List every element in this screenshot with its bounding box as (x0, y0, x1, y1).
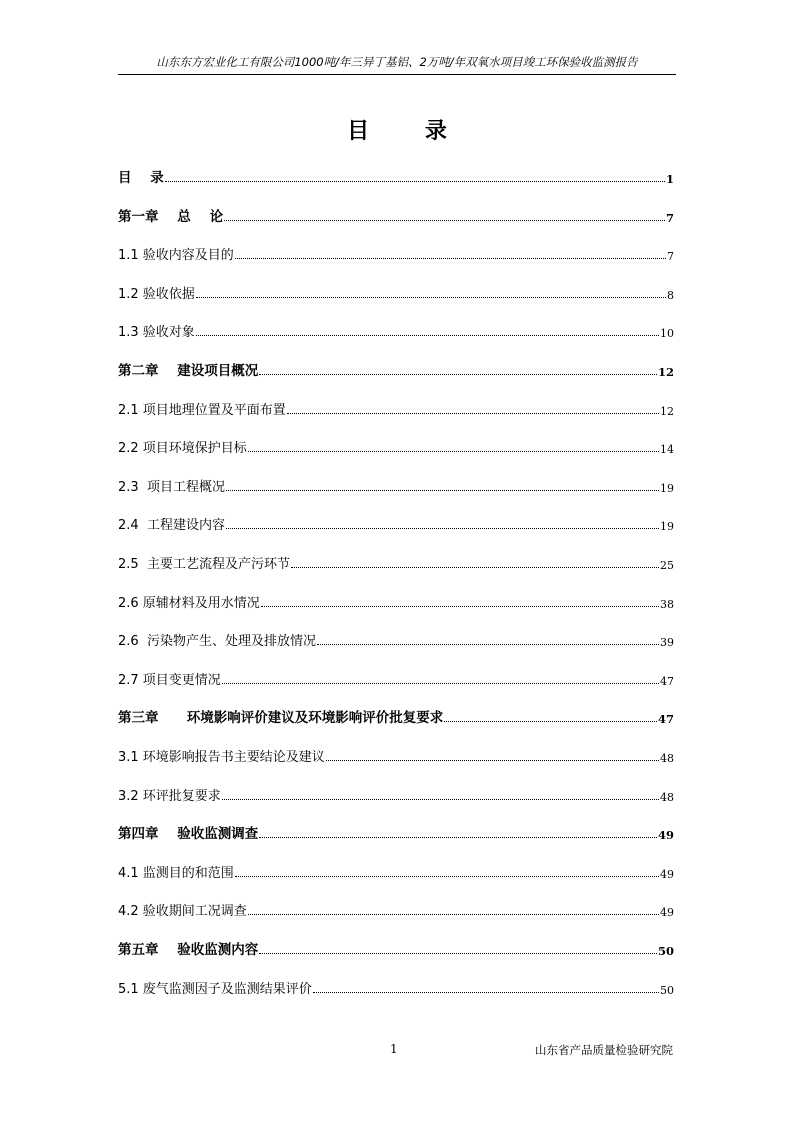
toc-entry-label: 第二章 建设项目概况 (118, 363, 259, 379)
toc-section-entry[interactable] (118, 469, 674, 495)
toc-chapter-entry[interactable] (118, 932, 674, 958)
dot-leader (226, 490, 659, 491)
toc-entry-label: 2.7 项目变更情况 (118, 672, 221, 688)
toc-entry-page: 12 (657, 365, 674, 379)
toc-section-entry[interactable] (118, 237, 674, 263)
toc-entry-page: 7 (667, 250, 674, 264)
dot-leader (259, 953, 657, 954)
dot-leader (235, 258, 666, 259)
toc-entry-label: 4.2 验收期间工况调查 (118, 904, 247, 920)
toc-entry-label: 第四章 验收监测调查 (118, 826, 259, 843)
toc-section-entry[interactable] (118, 662, 674, 688)
toc-entry-page: 7 (665, 210, 674, 225)
toc-section-entry[interactable] (118, 855, 674, 881)
dot-leader (222, 683, 659, 684)
dot-leader (313, 992, 659, 993)
toc-entry-label: 4.1 监测目的和范围 (118, 865, 234, 881)
toc-section-entry[interactable] (118, 507, 674, 533)
toc-entry-page: 50 (660, 983, 674, 997)
toc-entry-label: 第三章 环境影响评价建议及环境影响评价批复要求 (118, 710, 444, 727)
toc-entry-page: 1 (665, 172, 674, 186)
toc-entry-page: 47 (657, 712, 674, 727)
dot-leader (235, 876, 659, 877)
toc-entry-page: 39 (660, 636, 674, 650)
toc-entry-label: 1.1 验收内容及目的 (118, 248, 234, 264)
toc-entry-label: 2.4 工程建设内容 (118, 518, 225, 534)
dot-leader (226, 528, 659, 529)
dot-leader (196, 335, 659, 336)
toc-chapter-entry[interactable] (118, 816, 674, 842)
toc-entry-page: 14 (660, 443, 674, 457)
dot-leader (259, 837, 657, 838)
toc-entry-page: 48 (660, 752, 674, 765)
toc-entry-page: 50 (657, 944, 674, 958)
toc-section-entry[interactable] (118, 623, 674, 649)
toc-section-entry[interactable] (118, 430, 674, 456)
page-title: 目 录 (347, 119, 471, 144)
toc-chapter-entry[interactable] (118, 700, 674, 726)
toc-entry-label: 2.3 项目工程概况 (118, 479, 225, 495)
dot-leader (259, 374, 657, 375)
toc-entry-label: 2.6 原辅材料及用水情况 (118, 595, 260, 611)
toc-entry-page: 47 (660, 674, 674, 688)
toc-section-entry[interactable] (118, 392, 674, 418)
toc-chapter-entry[interactable] (118, 199, 674, 225)
toc-entry-label: 3.2 环评批复要求 (118, 788, 221, 804)
dot-leader (287, 413, 659, 414)
dot-leader (196, 297, 666, 298)
toc-entry-page: 48 (660, 790, 674, 804)
toc-entry-label: 2.5 主要工艺流程及产污环节 (118, 557, 290, 572)
toc-section-entry[interactable] (118, 971, 674, 997)
toc-section-entry[interactable] (118, 585, 674, 611)
dot-leader (326, 760, 659, 761)
toc-entry-page: 8 (667, 288, 674, 302)
toc-chapter-entry[interactable] (118, 353, 674, 379)
dot-leader (261, 606, 659, 607)
dot-leader (444, 721, 657, 722)
toc-section-entry[interactable] (118, 314, 674, 340)
toc-entry-page: 10 (660, 327, 674, 341)
toc-entry-label: 2.2 项目环境保护目标 (118, 441, 247, 457)
toc-entry-label: 3.1 环境影响报告书主要结论及建议 (118, 750, 325, 765)
toc-entry-label: 目 录 (118, 170, 164, 186)
toc-section-entry[interactable] (118, 546, 674, 572)
toc-entry-label: 5.1 废气监测因子及监测结果评价 (118, 981, 312, 997)
footer-organization: 山东省产品质量检验研究院 (535, 1043, 673, 1057)
dot-leader (165, 181, 665, 182)
dot-leader (222, 799, 659, 800)
toc-section-entry[interactable] (118, 893, 674, 919)
toc-entry-page: 19 (660, 520, 674, 534)
toc-entry-page: 49 (657, 828, 674, 843)
dot-leader (291, 567, 659, 568)
toc-entry-label: 第五章 验收监测内容 (118, 942, 259, 958)
dot-leader (248, 451, 659, 452)
toc-entry-label: 1.3 验收对象 (118, 325, 195, 341)
dot-leader (224, 220, 665, 221)
page-number: 1 (390, 1042, 398, 1056)
toc-entry-page: 19 (660, 481, 674, 495)
toc-section-entry[interactable] (118, 778, 674, 804)
toc-section-entry[interactable] (118, 739, 674, 765)
running-header: 山东东方宏业化工有限公司1000吨/年三异丁基铝、2万吨/年双氧水项目竣工环保验收监测报告 (118, 52, 676, 75)
toc-entry-label: 第一章 总 论 (118, 208, 224, 225)
dot-leader (317, 644, 659, 645)
toc-entry-page: 49 (660, 906, 674, 920)
toc-entry-page: 49 (660, 867, 674, 881)
toc-entry-label: 1.2 验收依据 (118, 286, 195, 302)
toc-entry-page: 38 (660, 597, 674, 611)
dot-leader (248, 914, 659, 915)
toc-section-entry[interactable] (118, 276, 674, 302)
toc-entry-label: 2.6 污染物产生、处理及排放情况 (118, 634, 316, 650)
toc-entry-page: 25 (660, 559, 674, 572)
toc-chapter-entry[interactable] (118, 160, 674, 186)
toc-entry-page: 12 (660, 404, 674, 418)
toc-entry-label: 2.1 项目地理位置及平面布置 (118, 402, 286, 418)
